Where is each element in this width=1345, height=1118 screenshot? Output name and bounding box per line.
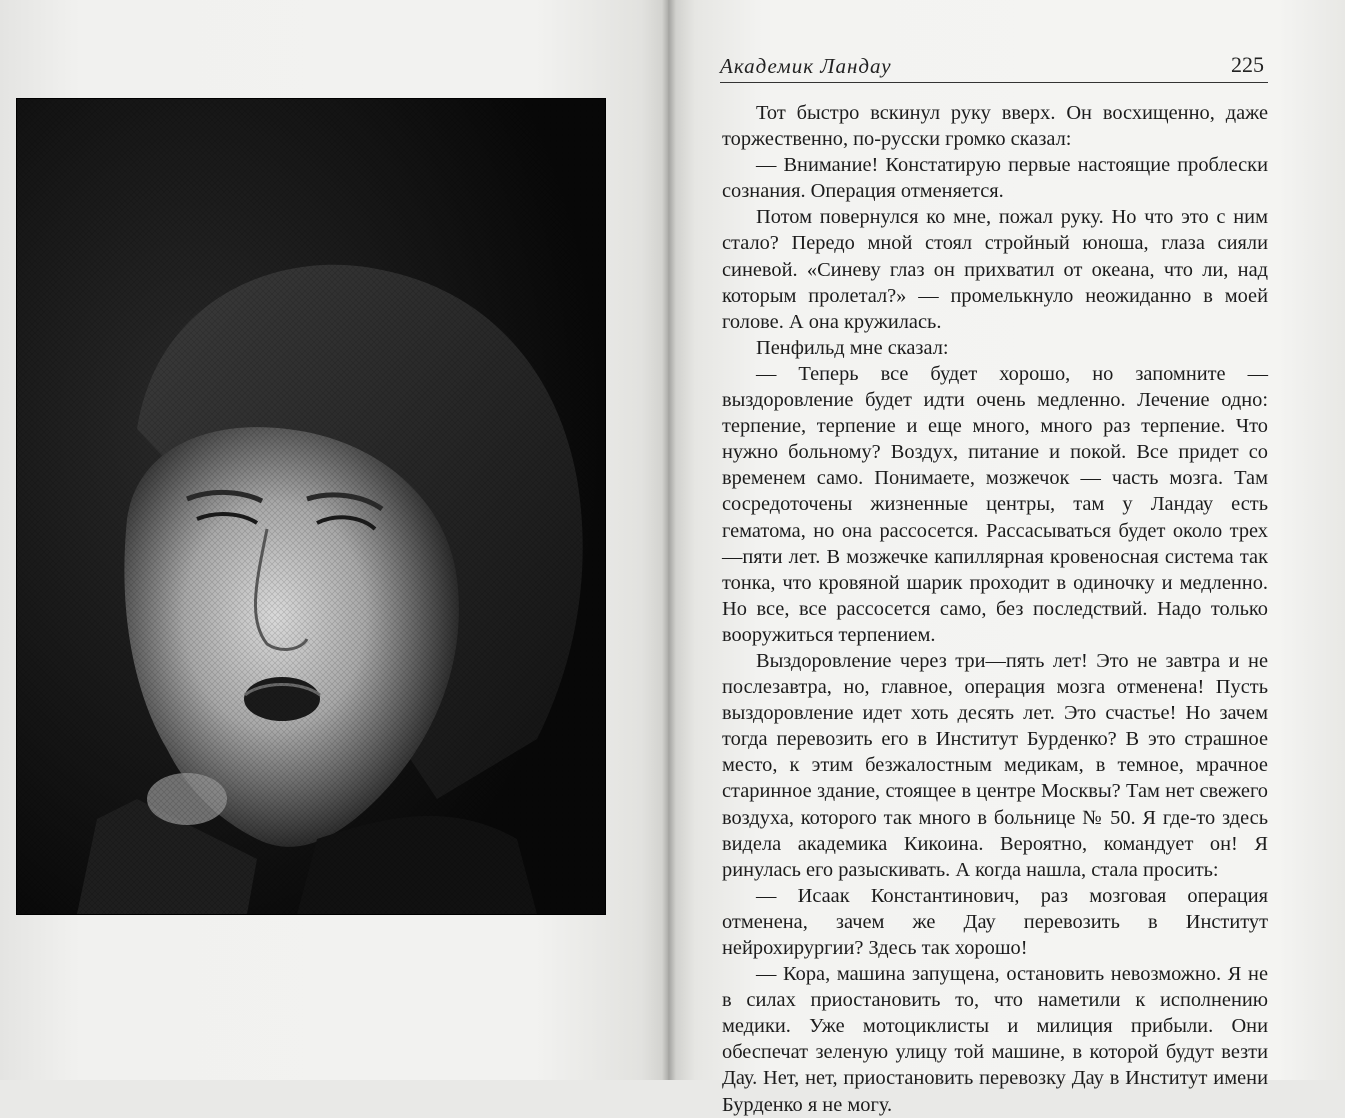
running-head-title: Академик Ландау (720, 54, 892, 78)
paragraph: Пенфильд мне сказал: (756, 336, 949, 359)
page-text (722, 100, 1268, 1118)
paragraph: — Внимание! Констатирую первые настоящие проблески сознания. Операция отменяется. (722, 154, 1268, 203)
paragraph: — Теперь все будет хорошо, но запомните — выздоровление будет идти очень медленно. Лечение одно: терпение, терпение и еще много, много раз терпение. Что нужно больному? Воздух, питание и покой. Все придет со временем само. Понимаете, мозжечок — часть мозга. Там сосредоточены жизненные центры, там у Ландау есть гематома, но она рассосется. Рассасываться будет около трех—пяти лет. В мозжечке капиллярная кровеносная система так тонка, что кровяной шарик проходит в одиночку и медленно. Но все, все рассосется само, без последствий. Надо только вооружиться терпением. (722, 362, 1268, 646)
paragraph: Выздоровление через три—пять лет! Это не завтра и не послезавтра, но, главное, операция мозга отменена! Пусть выздоровление идет хоть десять лет. Это счастье! Но зачем тогда перевозить его в Институт Бурденко? В это страшное место, к этим безжалостным медикам, в темное, мрачное старинное здание, стоящее в центре Москвы? Там нет свежего воздуха, которого так много в больнице № 50. Я где-то здесь видела академика Кикоина. Вероятно, командует он! Я ринулась его разыскивать. А когда нашла, стала просить: (722, 649, 1268, 881)
left-page (0, 0, 668, 1080)
paragraph: — Исаак Константинович, раз мозговая операция отменена, зачем же Дау перевозить в Институт нейрохирургии? Здесь так хорошо! (722, 884, 1268, 959)
page-number: 225 (1231, 52, 1264, 77)
portrait-photo (16, 98, 606, 915)
running-head (720, 48, 1268, 83)
portrait-photo-icon (17, 99, 605, 914)
paragraph: Тот быстро вскинул руку вверх. Он восхищенно, даже торжественно, по-русски громко сказал: (722, 102, 1268, 151)
book-gutter (662, 0, 676, 1080)
paragraph: Потом повернулся ко мне, пожал руку. Но что это с ним стало? Передо мной стоял стройный юноша, глаза сияли синевой. «Синеву глаз он прихватил от океана, что ли, над которым пролетал?» — промелькнуло неожиданно в моей голове. А она кружилась. (722, 206, 1268, 333)
paragraph: — Кора, машина запущена, остановить невозможно. Я не в силах приостановить то, что наметили к исполнению медики. Уже мотоциклисты и милиция прибыли. Они обеспечат зеленую улицу той машине, в которой будут везти Дау. Нет, нет, приостановить перевозку Дау в Институт имени Бурденко я не могу. (722, 963, 1268, 1116)
